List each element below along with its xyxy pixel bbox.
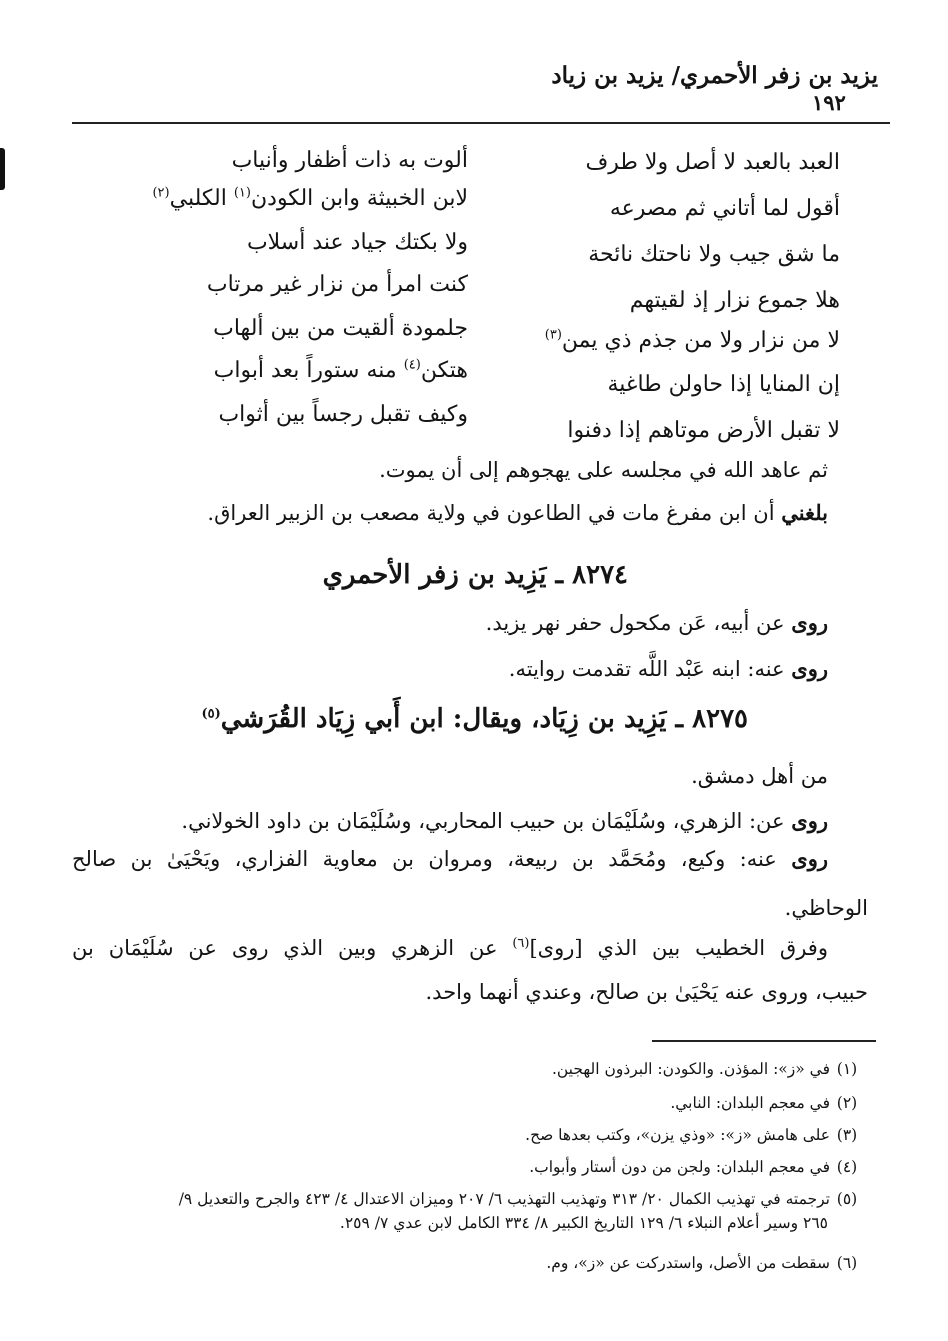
entry-8275-heading (201, 704, 748, 734)
page-edge-mark (0, 148, 5, 190)
paragraph-1-b: عن الزهري وبين الذي روى عن سُلَيْمَان بن (72, 936, 498, 960)
footnote-6 (546, 1254, 864, 1273)
footnote-number: (٣) (836, 1126, 858, 1144)
entry-8275-line-1-rest: عن: الزهري، وسُلَيْمَان بن حبيب المحاربي، وسُلَيْمَان بن داود الخولاني. (181, 809, 785, 833)
footnote-text: على هامش «ز»: «وذي يزن»، وكتب بعدها صح. (525, 1126, 830, 1144)
entry-8275-heading-text: ٨٢٧٥ ـ يَزِيد بن زِيَاد، ويقال: ابن أَبي زِيَاد القُرَشي (220, 704, 748, 734)
entry-8274-line-2 (509, 656, 828, 682)
verse-left-2-text: لابن الخبيثة وابن الكودن (250, 186, 468, 211)
page-number: ١٩٢ (812, 90, 846, 115)
verse-left-2-tail: الكلبي (169, 186, 227, 211)
verse-right-3: ما شق جيب ولا ناحتك نائحة (588, 242, 840, 267)
footnote-number: (٢) (836, 1094, 858, 1112)
verse-left-4: كنت امرأ من نزار غير مرتاب (206, 272, 468, 297)
footnote-number: (٤) (836, 1158, 858, 1176)
rawa-label: روى (791, 808, 828, 833)
footnote-mark-2: (٢) (152, 185, 170, 201)
entry-8274-line-2-rest: عنه: ابنه عَبْد اللَّه تقدمت روايته. (508, 657, 785, 681)
footnote-number: (٥) (836, 1190, 858, 1208)
verse-right-2: أقول لما أتاني ثم مصرعه (609, 196, 840, 221)
verse-left-3: ولا بكتك جياد عند أسلاب (246, 230, 468, 255)
entry-8275-line-2 (72, 846, 828, 872)
rawa-label: روى (791, 656, 828, 681)
footnote-mark-5: (٥) (201, 706, 221, 722)
verse-left-2 (152, 186, 468, 212)
verse-right-5 (545, 328, 840, 354)
verse-left-1: ألوت به ذات أظفار وأنياب (231, 148, 468, 173)
verse-left-5: جلمودة ألقيت من بين ألهاب (213, 316, 468, 341)
entry-8274-line-1 (486, 610, 828, 636)
entry-8275-origin: من أهل دمشق. (691, 764, 828, 788)
footnote-3 (525, 1126, 864, 1145)
footnote-mark-4: (٤) (403, 357, 421, 373)
footnote-5 (179, 1190, 864, 1209)
entry-8274-heading: ٨٢٧٤ ـ يَزِيد بن زفر الأحمري (322, 560, 628, 590)
verse-right-1: العبد بالعبد لا أصل ولا طرف (585, 150, 840, 175)
entry-8275-paragraph-1 (72, 936, 828, 961)
footnote-text: في «ز»: المؤذن. والكودن: البرذون الهجين. (551, 1060, 830, 1078)
rawa-label: روى (791, 610, 828, 635)
entry-8275-paragraph-2: حبيب، وروى عنه يَحْيَىٰ بن صالح، وعندي أنهما واحد. (425, 980, 868, 1004)
verse-left-7: وكيف تقبل رجساً بين أثواب (218, 402, 468, 427)
entry-8274-line-1-rest: عن أبيه، عَن مكحول حفر نهر يزيد. (485, 611, 785, 635)
footnote-text: في معجم البلدان: ولجن من دون أستار وأبواب. (529, 1158, 830, 1176)
verse-right-4: هلا جموع نزار إذ لقيتهم (629, 288, 840, 313)
header-rule (72, 122, 890, 124)
rawa-label: روى (791, 846, 828, 871)
verse-left-6-tail: منه ستوراً بعد أبواب (213, 358, 397, 383)
footnote-mark-6: (٦) (512, 936, 530, 951)
verse-left-6-text: هتكن (420, 358, 468, 383)
footnote-text: سقطت من الأصل، واستدركت عن «ز»، وم. (546, 1254, 830, 1272)
entry-8275-line-2-rest: عنه: وكيع، ومُحَمَّد بن ربيعة، ومروان بن معاوية الفزاري، ويَحْيَىٰ بن صالح (72, 847, 777, 871)
footnote-5-continuation: ٢٦٥ وسير أعلام النبلاء ٦/ ١٢٩ التاريخ الكبير ٨/ ٣٣٤ الكامل لابن عدي ٧/ ٢٥٩. (339, 1214, 828, 1232)
footnote-text: في معجم البلدان: النابي. (670, 1094, 830, 1112)
verse-right-7: لا تقبل الأرض موتاهم إذا دفنوا (567, 418, 840, 443)
footnote-mark-3: (٣) (544, 327, 562, 343)
footnote-mark-1: (١) (233, 185, 251, 201)
footnote-rule (652, 1040, 876, 1042)
footnote-4 (529, 1158, 864, 1177)
entry-8275-line-1 (181, 808, 828, 834)
footnote-number: (١) (836, 1060, 858, 1078)
body-line-1: ثم عاهد الله في مجلسه على يهجوهم إلى أن يموت. (379, 458, 828, 482)
body-line-2-lead: بلغني (781, 500, 828, 525)
entry-8275-line-2-cont: الوحاظي. (784, 896, 868, 920)
paragraph-1-a: وفرق الخطيب بين الذي [روى] (529, 936, 828, 960)
body-line-2-rest: أن ابن مفرغ مات في الطاعون في ولاية مصعب بن الزبير العراق. (207, 501, 775, 525)
verse-right-6: إن المنايا إذا حاولن طاغية (607, 372, 840, 397)
footnote-2 (670, 1094, 864, 1113)
verse-left-6 (214, 358, 468, 384)
footnote-number: (٦) (836, 1254, 858, 1272)
body-line-2 (207, 500, 828, 526)
footnote-1 (552, 1060, 864, 1079)
footnote-text: ترجمته في تهذيب الكمال ٢٠/ ٣١٣ وتهذيب التهذيب ٦/ ٢٠٧ وميزان الاعتدال ٤/ ٤٢٣ والجرح والتعديل ٩/ (178, 1190, 830, 1208)
running-header-title: يزيد بن زفر الأحمري/ يزيد بن زياد (551, 62, 878, 89)
verse-right-5-text: لا من نزار ولا من جذم ذي يمن (561, 328, 840, 353)
